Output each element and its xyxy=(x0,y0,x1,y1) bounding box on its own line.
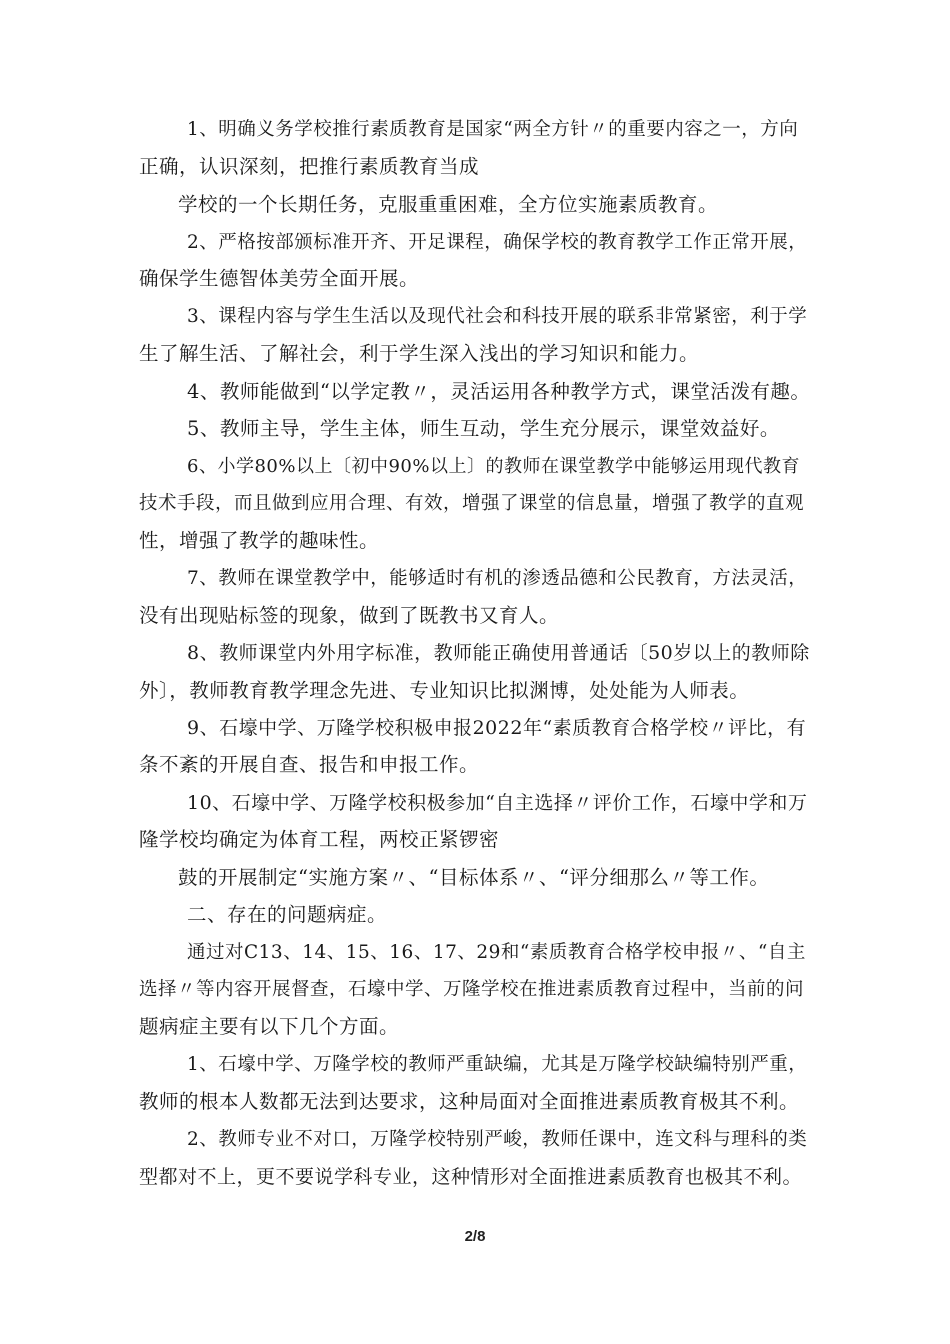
paragraph-line: 教师的根本人数都无法到达要求，这种局面对全面推进素质教育极其不利。 xyxy=(139,1090,800,1113)
paragraph-line: 确保学生德智体美劳全面开展。 xyxy=(139,267,420,290)
paragraph-line: 通过对C13、14、15、16、17、29和“素质教育合格学校申报〃、“自主 xyxy=(187,942,806,963)
paragraph-line: 2、严格按部颁标准开齐、开足课程，确保学校的教育教学工作正常开展， xyxy=(187,232,808,253)
paragraph-line: 2、教师专业不对口，万隆学校特别严峻，教师任课中，连文科与理科的类 xyxy=(187,1129,808,1150)
paragraph-line: 性，增强了教学的趣味性。 xyxy=(139,529,380,552)
paragraph-line: 3、课程内容与学生生活以及现代社会和科技开展的联系非常紧密，利于学 xyxy=(187,306,808,327)
paragraph-line: 1、石壕中学、万隆学校的教师严重缺编，尤其是万隆学校缺编特别严重， xyxy=(187,1054,808,1075)
paragraph-line: 9、石壕中学、万隆学校积极申报2022年“素质教育合格学校〃评比，有 xyxy=(187,717,807,739)
paragraph-line: 10、石壕中学、万隆学校积极参加“自主选择〃评价工作，石壕中学和万 xyxy=(187,792,808,814)
paragraph-line: 鼓的开展制定“实施方案〃、“目标体系〃、“评分细那么〃等工作。 xyxy=(178,866,770,889)
paragraph-line: 4、教师能做到“以学定教〃，灵活运用各种教学方式，课堂活泼有趣。 xyxy=(187,380,811,403)
paragraph-line: 生了解生活、了解社会，利于学生深入浅出的学习知识和能力。 xyxy=(139,342,700,365)
paragraph-line: 外〕，教师教育教学理念先进、专业知识比拟渊博，处处能为人师表。 xyxy=(139,679,750,702)
paragraph-line: 选择〃等内容开展督查，石壕中学、万隆学校在推进素质教育过程中，当前的问 xyxy=(139,979,805,1000)
paragraph-line: 1、明确义务学校推行素质教育是国家“两全方针〃的重要内容之一，方向 xyxy=(187,119,799,140)
section-heading: 二、存在的问题病症。 xyxy=(187,903,388,926)
paragraph-line: 题病症主要有以下几个方面。 xyxy=(139,1015,400,1038)
paragraph-line: 正确，认识深刻，把推行素质教育当成 xyxy=(139,155,480,178)
paragraph-line: 条不紊的开展自查、报告和申报工作。 xyxy=(139,753,480,776)
paragraph-line: 技术手段，而且做到应用合理、有效，增强了课堂的信息量，增强了教学的直观 xyxy=(139,493,805,514)
paragraph-line: 5、教师主导，学生主体，师生互动，学生充分展示，课堂效益好。 xyxy=(187,417,780,440)
paragraph-line: 6、小学80%以上〔初中90%以上〕的教师在课堂教学中能够运用现代教育 xyxy=(187,456,800,477)
paragraph-line: 没有出现贴标签的现象，做到了既教书又育人。 xyxy=(139,604,560,627)
paragraph-line: 学校的一个长期任务，克服重重困难，全方位实施素质教育。 xyxy=(178,193,719,216)
page-number: 2/8 xyxy=(464,1228,486,1245)
paragraph-line: 8、教师课堂内外用字标准，教师能正确使用普通话〔50岁以上的教师除 xyxy=(187,642,810,664)
paragraph-line: 隆学校均确定为体育工程，两校正紧锣密 xyxy=(139,828,500,851)
paragraph-line: 7、教师在课堂教学中，能够适时有机的渗透品德和公民教育，方法灵活， xyxy=(187,568,808,589)
paragraph-line: 型都对不上，更不要说学科专业，这种情形对全面推进素质教育也极其不利。 xyxy=(139,1166,803,1188)
